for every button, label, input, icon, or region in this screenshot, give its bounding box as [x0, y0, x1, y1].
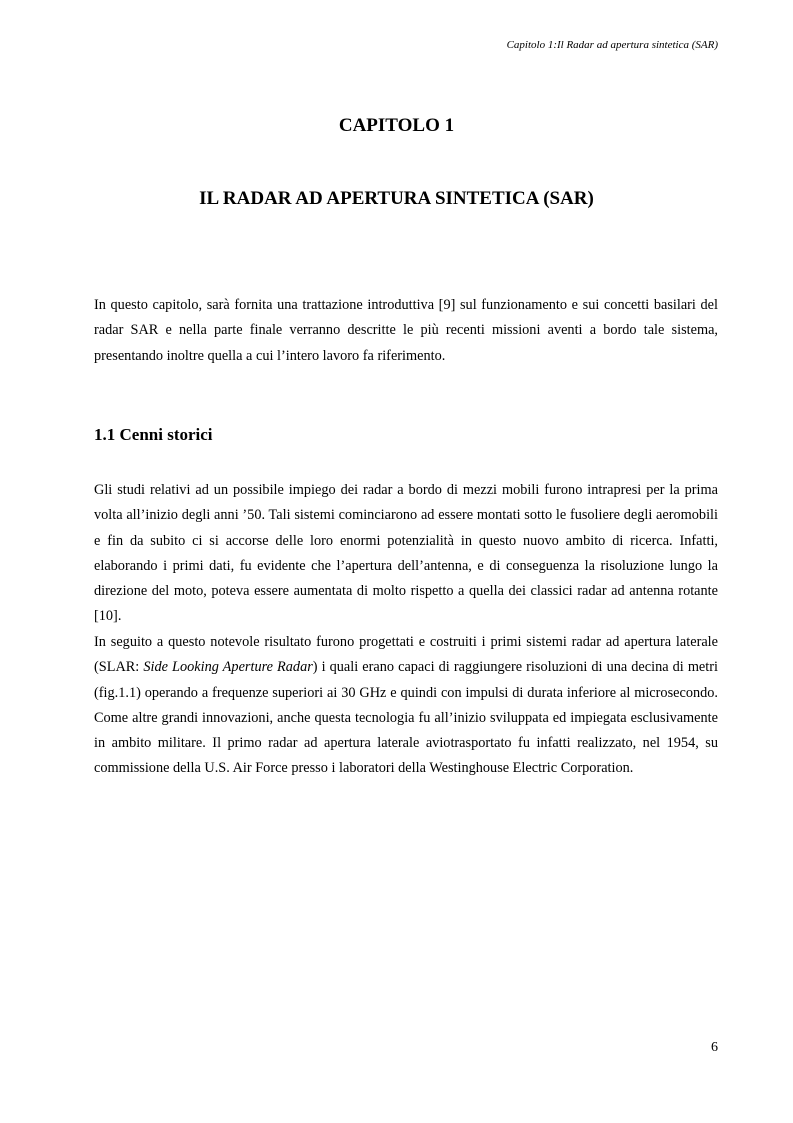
paragraph-2-text-end: ) i quali erano capaci di raggiungere risoluzioni di una decina di metri (fig.1.1) operando a frequenze superiori ai 30 GHz e quindi con impulsi di durata inferiore al microsecondo. Come altre grandi innovazioni, anche questa tecnologia fu all’inizio sviluppata ed impiegata esclusivamente in ambito militare. Il primo radar ad apertura laterale aviotrasportato fu infatti realizzato, nel 1954, su commissione della U.S. Air Force presso i laboratori della Westinghouse Electric Corporation.	[94, 659, 718, 777]
paragraph-2-text-start: In seguito a questo notevole risultato furono progettati e costruiti i primi sistemi radar ad apertura laterale (SLAR:	[94, 634, 718, 676]
section-paragraph-2	[94, 630, 718, 782]
slar-term: Side Looking Aperture Radar	[143, 659, 313, 676]
section-heading: 1.1 Cenni storici	[94, 425, 213, 444]
running-header: Capitolo 1:Il Radar ad apertura sintetica (SAR)	[506, 39, 718, 51]
section-paragraph-1: Gli studi relativi ad un possibile impiego dei radar a bordo di mezzi mobili furono intrapresi per la prima volta all’inizio degli anni ’50. Tali sistemi cominciarono ad essere montati sotto le fusoliere degli aeromobili e fin da subito ci si accorse delle loro enormi potenzialità in questo nuovo ambito di ricerca. Infatti, elaborando i primi dati, fu evidente che l’apertura dell’antenna, e di conseguenza la risoluzione lungo la direzione del moto, poteva essere aumentata di molto rispetto a quella dei classici radar ad antenna rotante [10].	[94, 482, 718, 625]
chapter-title: IL RADAR AD APERTURA SINTETICA (SAR)	[199, 188, 594, 209]
intro-paragraph: In questo capitolo, sarà fornita una trattazione introduttiva [9] sul funzionamento e sui concetti basilari del radar SAR e nella parte finale verranno descritte le più recenti missioni aventi a bordo tale sistema, presentando inoltre quella a cui l’intero lavoro fa riferimento.	[94, 297, 718, 364]
chapter-number: CAPITOLO 1	[338, 115, 455, 136]
page-number: 6	[711, 1040, 718, 1055]
